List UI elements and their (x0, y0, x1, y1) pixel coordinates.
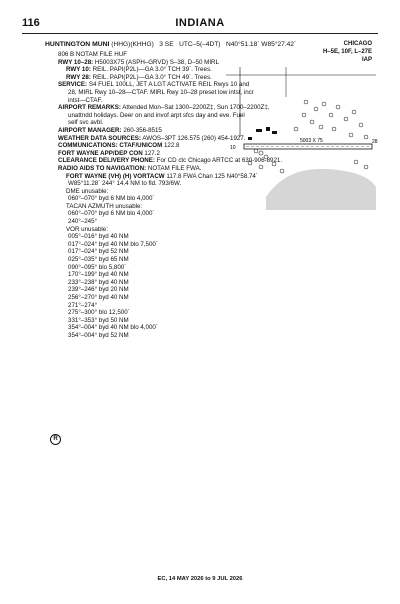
info-line (58, 317, 278, 325)
info-line-label: AIRPORT MANAGER: (58, 126, 122, 134)
info-line-text: intst—CTAF. (68, 96, 103, 104)
airport-location: 3 SE (159, 41, 174, 48)
info-line-label: AIRPORT REMARKS: (58, 104, 121, 112)
info-line-text: 331°–353° byd 50 NM (68, 316, 129, 324)
info-line-label: RWY 10–28: (58, 58, 94, 66)
info-line-text: 117.8 FWA Chan 125 N40°58.74´ (164, 172, 258, 180)
info-line-text: 233°–238° byd 40 NM (68, 278, 129, 286)
iap-label: IAP (361, 57, 372, 63)
runway-end-left: 10 (230, 145, 236, 151)
state-title: INDIANA (175, 17, 225, 29)
trees-group (244, 100, 368, 173)
info-line (58, 302, 278, 310)
runway-end-right: 28 (372, 139, 378, 145)
info-line-text: 239°–246° byd 20 NM (68, 286, 129, 294)
info-line-text: 240°–245° (68, 218, 98, 226)
info-line (58, 218, 278, 226)
info-line-text: S4 FUEL 100LL, JET A LGT ACTIVATE REIL Rwys 10 and (87, 81, 250, 89)
info-line-text: 017°–024° byd 40 NM blo 7,500´ (68, 240, 158, 248)
info-line-label: CLEARANCE DELIVERY PHONE: (58, 157, 155, 165)
info-line (58, 264, 278, 272)
info-line-text: 260-356-8515 (121, 126, 162, 134)
info-line-text: 271°–274° (68, 301, 98, 309)
info-line-label: FORT WAYNE APP/DEP CON (58, 149, 143, 157)
radar-circle-icon: R (50, 434, 61, 445)
info-line-text: W85°11.28´ 244° 14.4 NM to fld. 793/6W. (68, 180, 182, 188)
runway-dimensions: 5003 X 75 (300, 138, 323, 144)
airport-header (45, 41, 296, 48)
info-line-text: 127.2 (142, 149, 160, 157)
info-line-text: AWOS–3PT 126.575 (260) 454-1927. (140, 134, 246, 142)
info-line-text: H5003X75 (ASPH–GRVD) S–38, D–50 MIRL (93, 58, 219, 66)
info-line-text: 025°–035° byd 65 NM (68, 256, 129, 264)
info-line-text: DME unusable: (66, 187, 109, 195)
info-line-label: RADIO AIDS TO NAVIGATION: (58, 164, 147, 172)
info-line (58, 241, 278, 249)
info-line-text: Attended Mon–Sat 1300–2200Z‡, Sun 1700–2200Z‡, (120, 104, 270, 112)
airport-utc: UTC–5(–4DT) (179, 41, 221, 48)
info-line-label: WEATHER DATA SOURCES: (58, 134, 141, 142)
header-rule (22, 33, 378, 34)
info-line (58, 309, 278, 317)
info-line-text: REIL. PAPI(P2L)—GA 3.0° TCH 39´. Trees. (90, 66, 212, 74)
info-line-text: unattndd holidays. Deer on and invof arpt sfcs day and eve. Fuel (68, 111, 245, 119)
info-line (58, 271, 278, 279)
info-line-text: 005°–016° byd 40 NM (68, 233, 129, 241)
chart-codes: H–5E, 10F, L–27E (322, 49, 372, 55)
info-line-text: 090°–095° blo 5,800´ (68, 263, 127, 271)
airport-ids: (HHG)(KHHG) (111, 41, 154, 48)
info-line-text: For CD ctc Chicago ARTCC at 630-906-8921. (154, 157, 283, 165)
info-line (58, 226, 278, 234)
info-line-text: 122.8 (162, 142, 180, 150)
info-line-text: 060°–070° byd 6 NM blo 4,000´ (68, 195, 155, 203)
airport-coords: N40°51.18´ W85°27.42´ (226, 41, 297, 48)
info-line-text: 170°–199° byd 40 NM (68, 271, 129, 279)
info-line-text: NOTAM FILE FWA. (146, 164, 202, 172)
info-line-text: REIL. PAPI(P2L)—GA 3.0° TCH 49´. Trees. (90, 73, 212, 81)
info-line-text: 28, MIRL Rwy 10–28—CTAF. MIRL Rwy 10–28 preset low intst, incr (68, 88, 254, 96)
info-line (58, 248, 278, 256)
footer-effective-dates: EC, 14 MAY 2026 to 9 JUL 2026 (157, 576, 243, 582)
info-line-text: 354°–004° byd 40 NM blo 4,000´ (68, 324, 158, 332)
info-line-text: 256°–270° byd 40 NM (68, 294, 129, 301)
info-line-text: self svc avbl. (68, 119, 104, 127)
info-line (58, 332, 278, 340)
elevation-line: 806 B NOTAM FILE HUF (58, 51, 127, 58)
info-line-text: 017°–024° byd 52 NM (68, 248, 129, 256)
info-line-label: COMMUNICATIONS: CTAF/UNICOM (58, 142, 163, 150)
info-line-label: FORT WAYNE (VH) (H) VORTACW (66, 172, 165, 180)
info-line (58, 256, 278, 264)
info-line-text: 060°–070° byd 6 NM blo 4,000´ (68, 210, 155, 218)
info-line (58, 233, 278, 241)
info-line-label: RWY 28: (66, 73, 91, 81)
info-line (58, 279, 278, 287)
buildings-group (248, 127, 277, 140)
info-line (58, 286, 278, 294)
info-line-text: 275°–300° blo 12,500´ (68, 309, 130, 317)
chart-city: CHICAGO (343, 41, 372, 47)
info-line (58, 294, 278, 302)
info-line-label: RWY 10: (66, 66, 91, 74)
info-line-text: TACAN AZMUTH unusable: (66, 202, 143, 210)
airport-diagram (226, 67, 376, 210)
shaded-area (266, 169, 376, 210)
windsock-icon (259, 151, 263, 155)
info-line (58, 59, 278, 67)
info-line-label: SERVICE: (58, 81, 88, 89)
info-line-text: VOR unusable: (66, 225, 108, 233)
info-line (58, 210, 278, 218)
info-line (58, 324, 278, 332)
info-line-text: 354°–004° byd 52 NM (68, 331, 129, 339)
page-number: 116 (22, 17, 40, 29)
airport-name: HUNTINGTON MUNI (45, 41, 110, 48)
